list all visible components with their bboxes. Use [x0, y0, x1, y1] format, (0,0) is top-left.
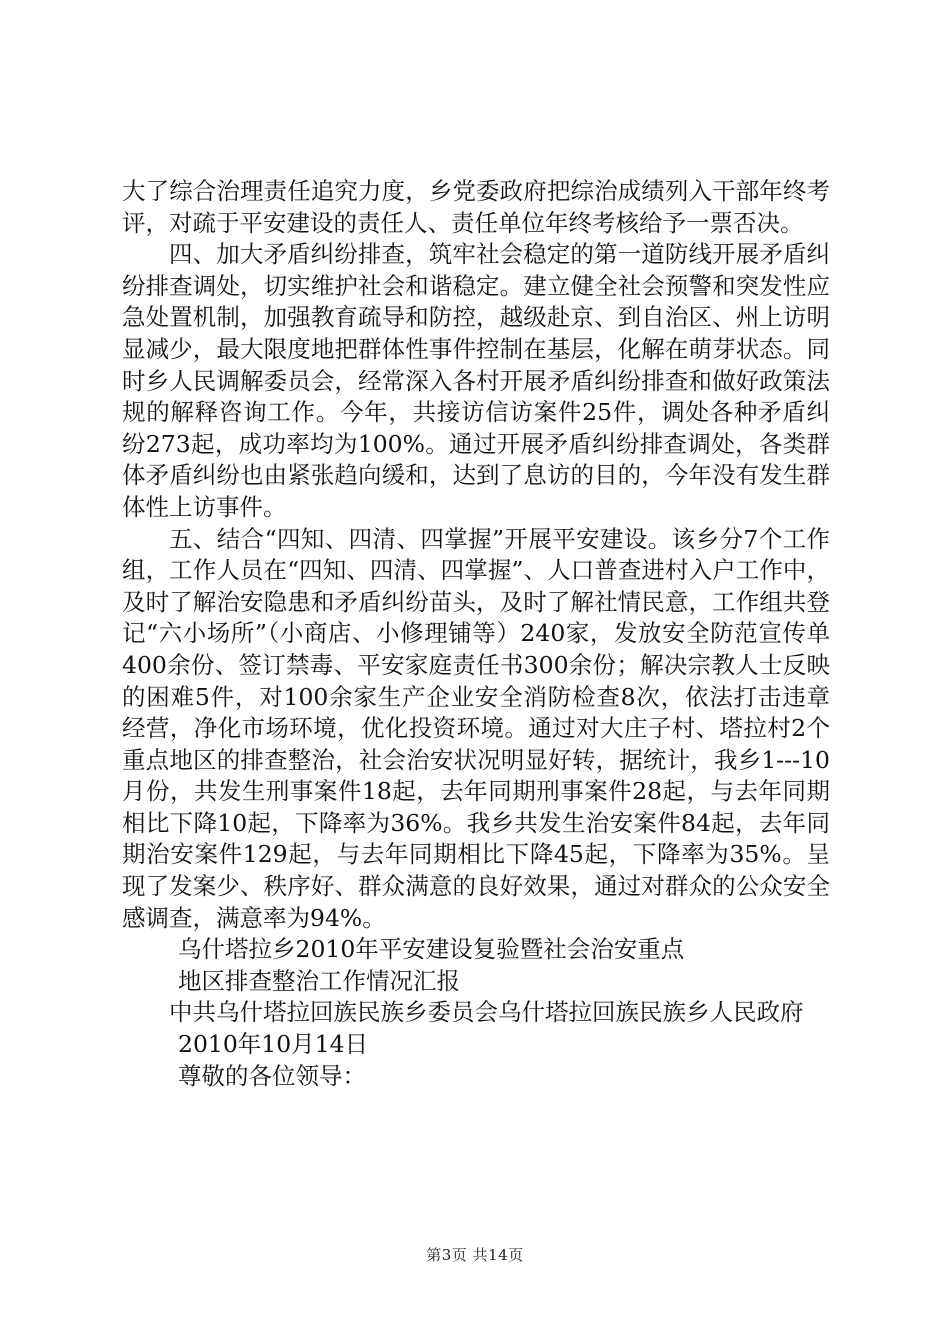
page-number-footer: 第3页 共14页	[426, 1246, 524, 1264]
report-title-line-1: 乌什塔拉乡2010年平安建设复验暨社会治安重点	[178, 935, 685, 964]
paragraph-section-five: 五、结合“四知、四清、四掌握”开展平安建设。该乡分7个工作组，工作人员在“四知、四清、四掌握”、人口普查进村入户工作中，及时了解治安隐患和矛盾纠纷苗头，及时了解社情民意，工作组共登记“六小场所”（小商店、小修理铺等）240家，发放安全防范宣传单400余份、签订禁毒、平安家庭责任书300余份；解决宗教人士反映的困难5件，对100余家生产企业安全消防检查8次，依法打击违章经营，净化市场环境，优化投资环境。通过对大庄子村、塔拉村2个重点地区的排查整治，社会治安状况明显好转，据统计，我乡1---10月份，共发生刑事案件18起，去年同期刑事案件28起，与去年同期相比下降10起，下降率为36%。我乡共发生治安案件84起，去年同期治安案件129起，与去年同期相比下降45起，下降率为35%。呈现了发案少、秩序好、群众满意的良好效果，通过对群众的公众安全感调查，满意率为94%。	[122, 524, 830, 932]
paragraph-section-four: 四、加大矛盾纠纷排查，筑牢社会稳定的第一道防线开展矛盾纠纷排查调处，切实维护社会和谐稳定。建立健全社会预警和突发性应急处置机制，加强教育疏导和防控，越级赴京、到自治区、州上访明显减少，最大限度地把群体性事件控制在基层，化解在萌芽状态。同时乡人民调解委员会，经常深入各村开展矛盾纠纷排查和做好政策法规的解释咨询工作。今年，共接访信访案件25件，调处各种矛盾纠纷273起，成功率均为100%。通过开展矛盾纠纷排查调处，各类群体矛盾纠纷也由紧张趋向缓和，达到了息访的目的，今年没有发生群体性上访事件。	[122, 240, 830, 521]
report-title-line-2: 地区排查整治工作情况汇报	[178, 966, 460, 995]
issuing-organization: 中共乌什塔拉回族民族乡委员会乌什塔拉回族民族乡人民政府	[169, 998, 804, 1027]
salutation: 尊敬的各位领导：	[178, 1061, 366, 1090]
document-body	[122, 176, 830, 1092]
report-date: 2010年10月14日	[178, 1030, 369, 1059]
paragraph-continuation: 大了综合治理责任追究力度，乡党委政府把综治成绩列入干部年终考评，对疏于平安建设的责任人、责任单位年终考核给予一票否决。	[122, 177, 830, 237]
